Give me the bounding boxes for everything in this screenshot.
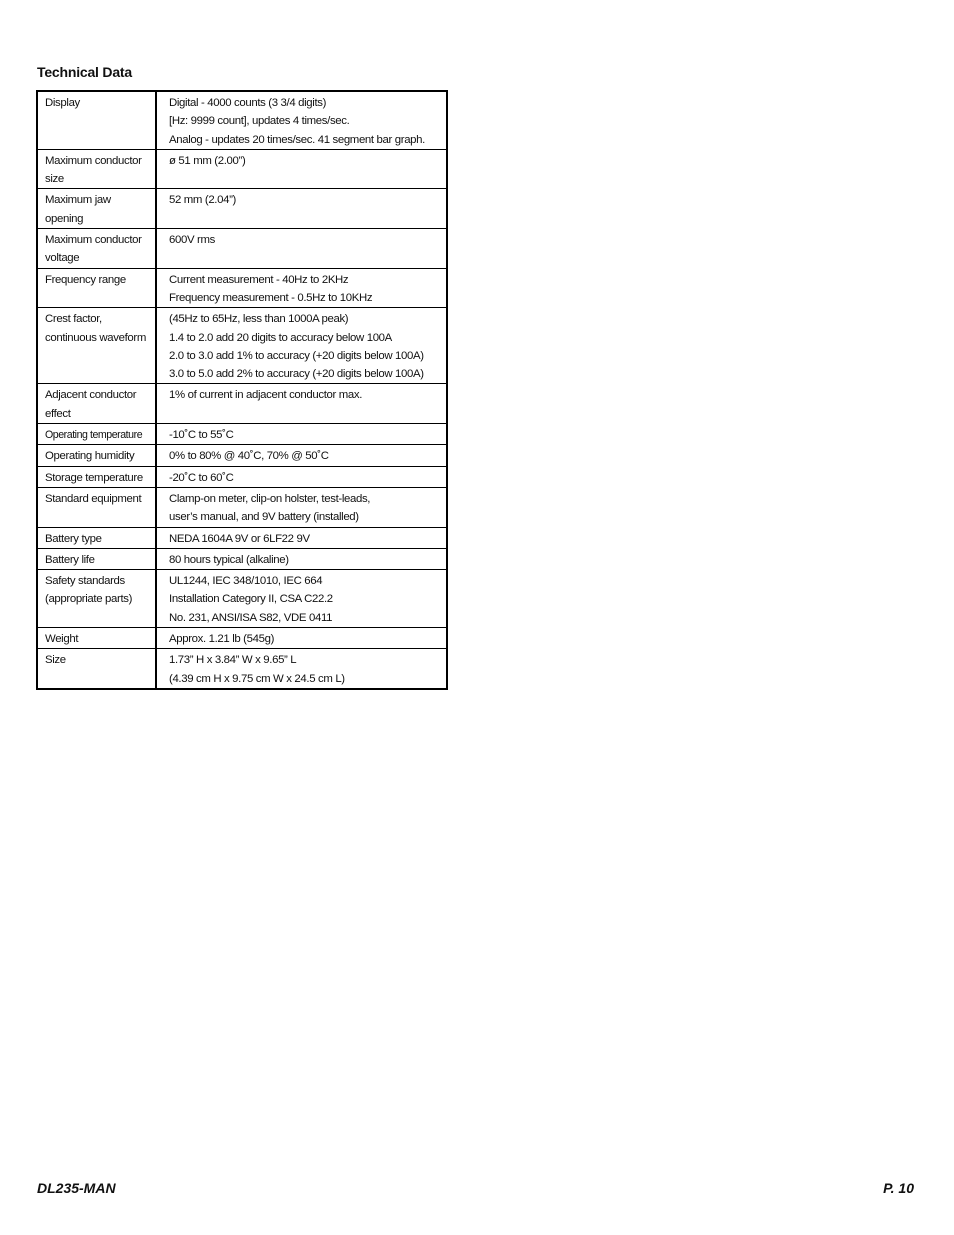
spec-value-line: 600V rms [169,234,215,247]
table-row [37,548,447,569]
spec-value-line: No. 231, ANSI/ISA S82, VDE 0411 [169,611,333,624]
spec-value-line: Digital - 4000 counts (3 3/4 digits) [169,97,327,109]
spec-value-line: [Hz: 9999 count], updates 4 times/sec. [169,115,350,128]
table-row [37,628,447,649]
spec-value-line: Approx. 1.21 lb (545g) [169,633,275,646]
table-row [37,570,447,628]
spec-label-cell [37,424,156,445]
spec-value-line: Frequency measurement - 0.5Hz to 10KHz [169,291,373,304]
table-row [37,424,447,445]
table-row [37,384,447,424]
spec-label-cell [37,628,156,649]
spec-value-line: 0% to 80% @ 40˚C, 70% @ 50˚C [169,450,329,463]
page-heading: Technical Data [37,64,132,80]
table-row [37,189,447,229]
spec-value-line: -10˚C to 55˚C [169,429,234,442]
spec-label-line: Battery life [45,553,95,566]
spec-value-line: (4.39 cm H x 9.75 cm W x 24.5 cm L) [169,672,345,685]
spec-label-line: Display [45,97,80,109]
table-row [37,149,447,189]
spec-value-line: 2.0 to 3.0 add 1% to accuracy (+20 digits below 100A) [169,349,424,362]
spec-value-cell [156,628,447,649]
spec-label-line: Adjacent conductor [45,389,137,402]
spec-value-line: Current measurement - 40Hz to 2KHz [169,273,349,286]
spec-value-line: 1.4 to 2.0 add 20 digits to accuracy below 100A [169,331,392,344]
spec-value-cell [156,384,447,424]
spec-label-cell [37,189,156,229]
spec-value-line: Installation Category II, CSA C22.2 [169,593,333,606]
spec-label-cell [37,649,156,689]
table-row [37,229,447,269]
spec-label-line: (appropriate parts) [45,593,133,606]
spec-value-line: Clamp-on meter, clip-on holster, test-leads, [169,492,371,505]
spec-label-line: Frequency range [45,273,126,286]
spec-label-line: Maximum conductor [45,154,142,167]
spec-label-line: Maximum jaw [45,194,111,207]
spec-label-cell [37,384,156,424]
footer-doc-id: DL235-MAN [37,1180,116,1196]
spec-value-cell [156,466,447,487]
spec-label-line: continuous waveform [45,331,146,344]
spec-label-cell [37,466,156,487]
spec-label-line: voltage [45,252,80,265]
spec-value-line: 1% of current in adjacent conductor max. [169,389,363,402]
spec-value-line: (45Hz to 65Hz, less than 1000A peak) [169,313,349,326]
spec-label-cell [37,527,156,548]
spec-value-line: ø 51 mm (2.00”) [169,154,246,167]
spec-value-line: user’s manual, and 9V battery (installed) [169,511,359,524]
spec-value-cell [156,445,447,466]
table-row [37,649,447,689]
spec-label-cell [37,149,156,189]
technical-data-table [36,90,448,690]
spec-value-line: 3.0 to 5.0 add 2% to accuracy (+20 digits below 100A) [169,368,424,381]
spec-label-line: opening [45,212,84,225]
spec-label-cell [37,445,156,466]
table-row [37,91,447,149]
technical-data-table-body [37,91,447,689]
spec-value-cell [156,649,447,689]
spec-label-cell [37,548,156,569]
spec-label-line: Safety standards [45,575,125,588]
footer-page-number: P. 10 [883,1180,914,1196]
spec-label-cell [37,570,156,628]
spec-value-cell [156,91,447,149]
spec-label-line: Maximum conductor [45,234,142,247]
spec-value-cell [156,268,447,308]
spec-label-line: Operating temperature [45,429,143,442]
spec-label-line: Operating humidity [45,450,135,463]
spec-value-cell [156,149,447,189]
spec-label-cell [37,229,156,269]
spec-value-cell [156,189,447,229]
spec-value-cell [156,548,447,569]
spec-label-line: Size [45,654,66,667]
spec-value-line: NEDA 1604A 9V or 6LF22 9V [169,532,310,545]
spec-value-cell [156,229,447,269]
spec-label-cell [37,308,156,384]
spec-label-line: Crest factor, [45,313,102,326]
spec-value-line: 1.73” H x 3.84” W x 9.65” L [169,654,297,667]
spec-value-line: 52 mm (2.04”) [169,194,236,207]
spec-label-line: Weight [45,633,79,646]
table-row [37,308,447,384]
table-row [37,445,447,466]
spec-value-line: UL1244, IEC 348/1010, IEC 664 [169,575,323,588]
spec-value-line: 80 hours typical (alkaline) [169,553,289,566]
spec-value-cell [156,487,447,527]
spec-label-line: Standard equipment [45,492,142,505]
spec-value-cell [156,527,447,548]
spec-label-cell [37,268,156,308]
spec-value-cell [156,308,447,384]
table-row [37,527,447,548]
spec-value-line: -20˚C to 60˚C [169,471,234,484]
spec-label-line: effect [45,407,71,420]
spec-label-cell [37,91,156,149]
spec-value-cell [156,424,447,445]
spec-label-line: Battery type [45,532,102,545]
table-row [37,487,447,527]
table-row [37,268,447,308]
spec-label-line: size [45,173,64,186]
spec-label-line: Storage temperature [45,471,143,484]
spec-label-cell [37,487,156,527]
table-row [37,466,447,487]
spec-value-line: Analog - updates 20 times/sec. 41 segment bar graph. [169,133,425,146]
spec-value-cell [156,570,447,628]
